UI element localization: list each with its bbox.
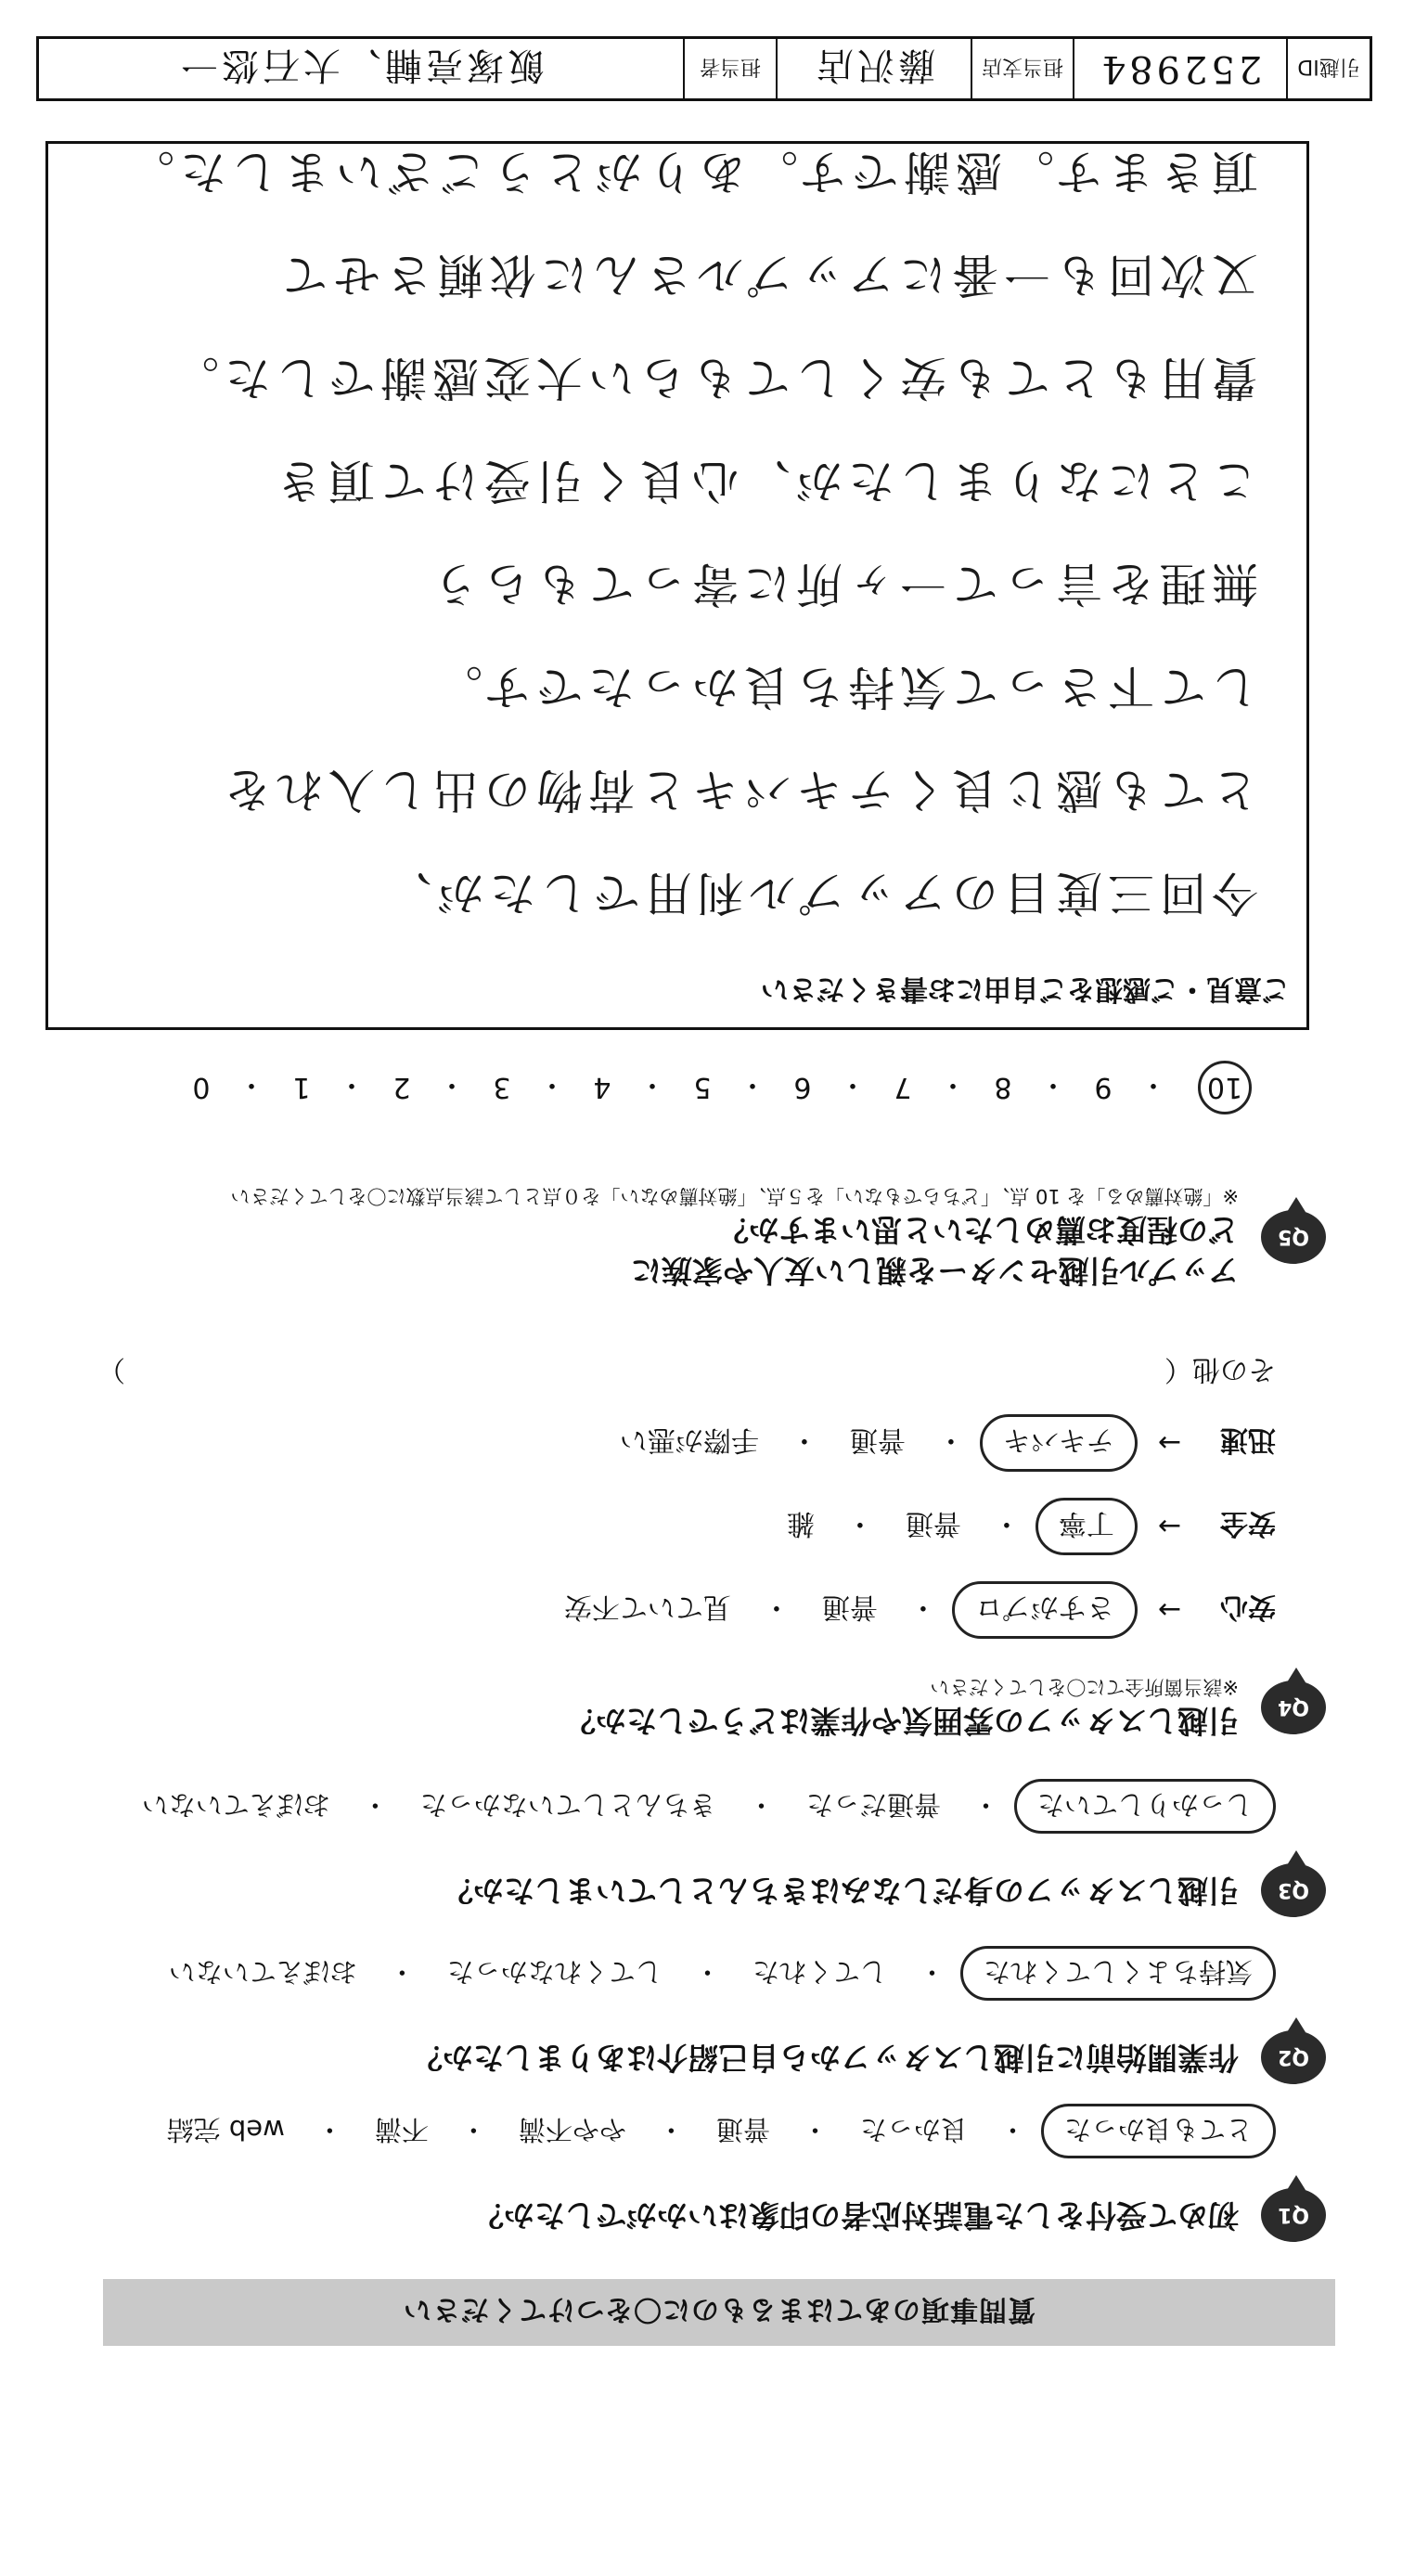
q4-other (97, 1352, 1276, 1393)
q4-option-normal[interactable]: 普通 (849, 1423, 906, 1456)
comments-box[interactable] (45, 141, 1309, 1030)
comment-line: 頂きます。感謝です。ありがとうございました。 (122, 145, 1258, 199)
score-6[interactable]: 6 (793, 1071, 812, 1104)
q5-question-line1: アップル引越センターを親しい友人や家族に (630, 1253, 1239, 1289)
question-4 (565, 1674, 1326, 1741)
arrow-right-icon: → (1157, 1426, 1181, 1460)
arrow-right-icon: → (1157, 1510, 1181, 1543)
id-label: 引越ID (1286, 39, 1370, 98)
q1-option-web[interactable]: web 完結 (166, 2114, 285, 2145)
q2-options: 気持ちよくしてくれた ・ してくれた ・ してくれなかった ・ おぼえていない (152, 1946, 1276, 2001)
q5-text (231, 1183, 1239, 1291)
q1-option-normal[interactable]: 普通 (715, 2114, 770, 2145)
q4-row-safety: 安全 → 丁寧 ・ 普通 ・ 雑 (770, 1498, 1276, 1555)
q1-text: 初めて受付をした電話対応者の印象はいかがでしたか？ (473, 2197, 1239, 2234)
q3-text: 引越しスタッフの身だしなみはきちんとしていましたか？ (443, 1873, 1239, 1909)
q4-option-rough[interactable]: 雑 (786, 1507, 815, 1539)
q3-option-neat[interactable]: しっかりしていた (1014, 1779, 1276, 1834)
q3-option-dont-remember[interactable]: おぼえていない (141, 1789, 330, 1821)
q1-option-good[interactable]: 良かった (859, 2114, 968, 2145)
q4-text (565, 1674, 1239, 1741)
comment-line: して下さって気持ち良かったです。 (431, 660, 1258, 714)
q2-option-did-not[interactable]: してくれなかった (446, 1956, 662, 1988)
q4-badge: Q4 (1261, 1681, 1326, 1734)
staff-value: 飯塚亮輔、大石悠一 (177, 44, 545, 87)
q4-row-label: 迅速 (1220, 1423, 1276, 1456)
id-table (36, 36, 1372, 101)
q5-badge: Q5 (1261, 1210, 1326, 1264)
score-4[interactable]: 4 (593, 1071, 611, 1104)
question-5 (231, 1183, 1326, 1291)
comment-line: ことになりましたが、心良く引受けて頂き (271, 454, 1258, 508)
q5-question-line2: どの程度お薦めしたいと思いますか？ (718, 1212, 1239, 1248)
comment-line: 今回三度目のアップル利用でしたが、 (379, 866, 1258, 920)
q4-other-label: その他（ (1164, 1353, 1276, 1385)
staff-label: 担当者 (683, 39, 776, 98)
q4-row-speed: 迅速 → テキパキ ・ 普通 ・ 手際が悪い (603, 1414, 1276, 1472)
q2-text: 作業開始前に引越しスタッフから自己紹介はありましたか？ (412, 2040, 1239, 2076)
q4-option-normal[interactable]: 普通 (905, 1507, 961, 1539)
q4-row-safety-mind: 安心 → さすがプロ ・ 普通 ・ 見ていて不安 (547, 1581, 1276, 1639)
score-8[interactable]: 8 (994, 1071, 1012, 1104)
score-7[interactable]: 7 (894, 1071, 912, 1104)
question-3 (443, 1863, 1326, 1917)
q1-option-somewhat-dissatisfied[interactable]: やや不満 (518, 2114, 626, 2145)
q4-option-normal[interactable]: 普通 (821, 1591, 878, 1623)
score-0[interactable]: 0 (192, 1071, 211, 1104)
q3-option-not-neat[interactable]: きちんとしていなかった (419, 1789, 716, 1821)
comment-line: とても感じ良くテキパキと荷物の出し入れを (219, 763, 1258, 817)
q4-option-clumsy[interactable]: 手際が悪い (619, 1423, 759, 1456)
score-2[interactable]: 2 (392, 1071, 411, 1104)
q4-option-efficient[interactable]: テキパキ (980, 1414, 1138, 1472)
q1-option-dissatisfied[interactable]: 不満 (374, 2114, 429, 2145)
comments-label: ご意見・ご感想をご自由にお書きください (761, 972, 1290, 1005)
score-10[interactable]: 10 (1198, 1061, 1252, 1114)
score-1[interactable]: 1 (292, 1071, 311, 1104)
comment-line: 又次回も一番にアップルさんに依頼させて (276, 248, 1258, 302)
q4-option-careful[interactable]: 丁寧 (1036, 1498, 1138, 1555)
q4-question: 引越しスタッフの雰囲気や作業はどうでしたか？ (565, 1703, 1239, 1739)
q1-option-very-good[interactable]: とても良かった (1041, 2104, 1276, 2158)
q4-option-uneasy[interactable]: 見ていて不安 (563, 1591, 731, 1623)
q3-option-normal[interactable]: 普通だった (805, 1789, 941, 1821)
q4-row-label: 安心 (1220, 1591, 1276, 1623)
q3-options: しっかりしていた ・ 普通だった ・ きちんとしていなかった ・ おぼえていない (125, 1779, 1276, 1834)
branch-label: 担当支店 (971, 39, 1073, 98)
q4-other-close: ） (97, 1353, 125, 1385)
score-3[interactable]: 3 (493, 1071, 511, 1104)
q5-note: ※「絶対薦める」を 10 点、「どちらでもない」を５点、「絶対薦めない」を０点として該当点数に〇をしてください (230, 1185, 1239, 1207)
score-5[interactable]: 5 (693, 1071, 712, 1104)
score-9[interactable]: 9 (1094, 1071, 1113, 1104)
handwritten-comments (80, 120, 1258, 944)
question-1 (473, 2188, 1326, 2242)
id-value: 252984 (1073, 39, 1286, 98)
question-2 (412, 2030, 1326, 2084)
q4-row-label: 安全 (1220, 1507, 1276, 1539)
q1-badge: Q1 (1261, 2188, 1326, 2242)
comment-line: 無理を言って一ヶ所に寄ってもらう (427, 557, 1258, 611)
q2-option-dont-remember[interactable]: おぼえていない (168, 1956, 357, 1988)
comment-line: 費用もとても安くしてもらい大変感謝でした。 (167, 351, 1258, 405)
q4-note: ※該当箇所全てに〇をしてください (930, 1676, 1239, 1698)
q2-option-did[interactable]: してくれた (752, 1956, 887, 1988)
q4-option-professional[interactable]: さすがプロ (952, 1581, 1138, 1639)
instruction-banner: 質問事項のあてはまるものに〇をつけてください (103, 2279, 1335, 2346)
branch-value: 藤沢店 (776, 39, 971, 98)
q5-score-scale: 10 ・ 9 ・ 8 ・ 7 ・ 6 ・ 5 ・ 4 ・ 3 ・ 2 ・ 1 ・ 0 (183, 1061, 1252, 1114)
q1-options: とても良かった ・ 良かった ・ 普通 ・ やや不満 ・ 不満 ・ web 完結 (150, 2104, 1276, 2158)
q2-option-pleasant[interactable]: 気持ちよくしてくれた (960, 1946, 1276, 2001)
arrow-right-icon: → (1157, 1593, 1181, 1627)
q2-badge: Q2 (1261, 2030, 1326, 2084)
q3-badge: Q3 (1261, 1863, 1326, 1917)
